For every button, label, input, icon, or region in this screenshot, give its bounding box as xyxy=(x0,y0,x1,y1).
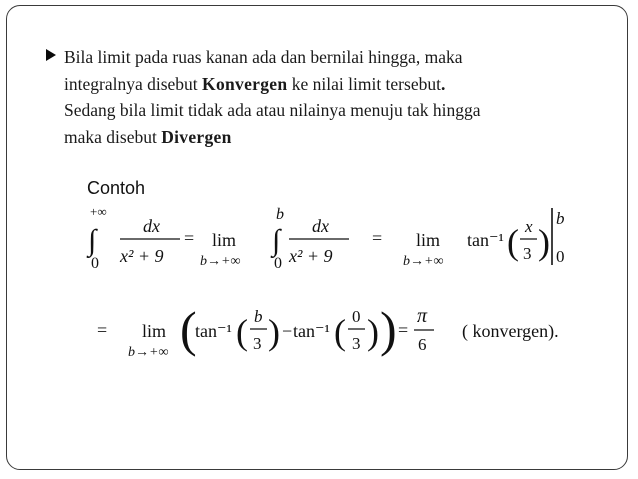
equals-sign-1: = xyxy=(184,228,195,248)
line-2-pre: integralnya disebut xyxy=(64,73,203,94)
denominator: x² + 9 xyxy=(120,246,164,266)
lim-sub-2: b→+∞ xyxy=(403,254,444,269)
term-konvergen: Konvergen xyxy=(202,73,288,94)
line-2-end: . xyxy=(440,73,446,94)
paren-close-2: ) xyxy=(268,312,280,352)
equals-sign-4: = xyxy=(398,320,409,340)
lim-3: lim xyxy=(142,321,167,341)
tan-inv-3: tan⁻¹ xyxy=(293,321,330,341)
three-under-b: 3 xyxy=(253,334,262,353)
lim-2: lim xyxy=(416,230,441,250)
six-denominator: 6 xyxy=(418,335,427,354)
line-1: Bila limit pada ruas kanan ada dan bernilai hingga, maka xyxy=(64,47,463,67)
integral-sign-2: ∫ xyxy=(272,224,281,257)
zero-over: 0 xyxy=(352,307,361,326)
line-2-post: ke nilai limit tersebut xyxy=(287,73,441,94)
integral-sign: ∫ xyxy=(88,224,97,257)
line-4-pre: maka disebut xyxy=(64,126,162,147)
b-over: b xyxy=(254,307,263,326)
paren-open-2: ( xyxy=(236,312,248,352)
minus-sign: − xyxy=(282,321,293,341)
paren-open-1: ( xyxy=(507,222,519,262)
tan-inv-1: tan⁻¹ xyxy=(467,230,504,250)
denominator-2: x² + 9 xyxy=(289,246,333,266)
lim-sub-3: b→+∞ xyxy=(128,345,169,360)
lim-1: lim xyxy=(212,230,237,250)
x-over: x xyxy=(525,217,533,236)
line-3: Sedang bila limit tidak ada atau nilainya menuju tak hingga xyxy=(64,100,481,120)
three-under-zero: 3 xyxy=(352,334,361,353)
dx-numerator-2: dx xyxy=(312,216,329,236)
three-under-x: 3 xyxy=(523,244,532,263)
lower-limit-zero: 0 xyxy=(91,255,99,272)
equals-sign-2: = xyxy=(372,228,383,248)
paren-close-1: ) xyxy=(538,222,550,262)
paren-open-3: ( xyxy=(334,312,346,352)
konvergen-note: ( konvergen). xyxy=(462,321,559,341)
upper-limit-inf: +∞ xyxy=(90,204,107,219)
paren-close-3: ) xyxy=(367,312,379,352)
upper-limit-b: b xyxy=(276,206,284,223)
lim-sub-1: b→+∞ xyxy=(200,254,241,269)
eval-lower-zero: 0 xyxy=(556,247,565,266)
paren-open-outer: ( xyxy=(180,301,197,357)
paren-close-outer: ) xyxy=(380,301,397,357)
eval-upper-b: b xyxy=(556,209,565,228)
pi-numerator: π xyxy=(417,305,428,327)
dx-numerator: dx xyxy=(143,216,160,236)
equals-sign-3: = xyxy=(97,320,108,340)
lower-limit-zero-2: 0 xyxy=(274,255,282,272)
example-heading: Contoh xyxy=(87,178,146,198)
term-divergen: Divergen xyxy=(161,126,232,147)
tan-inv-2: tan⁻¹ xyxy=(195,321,232,341)
